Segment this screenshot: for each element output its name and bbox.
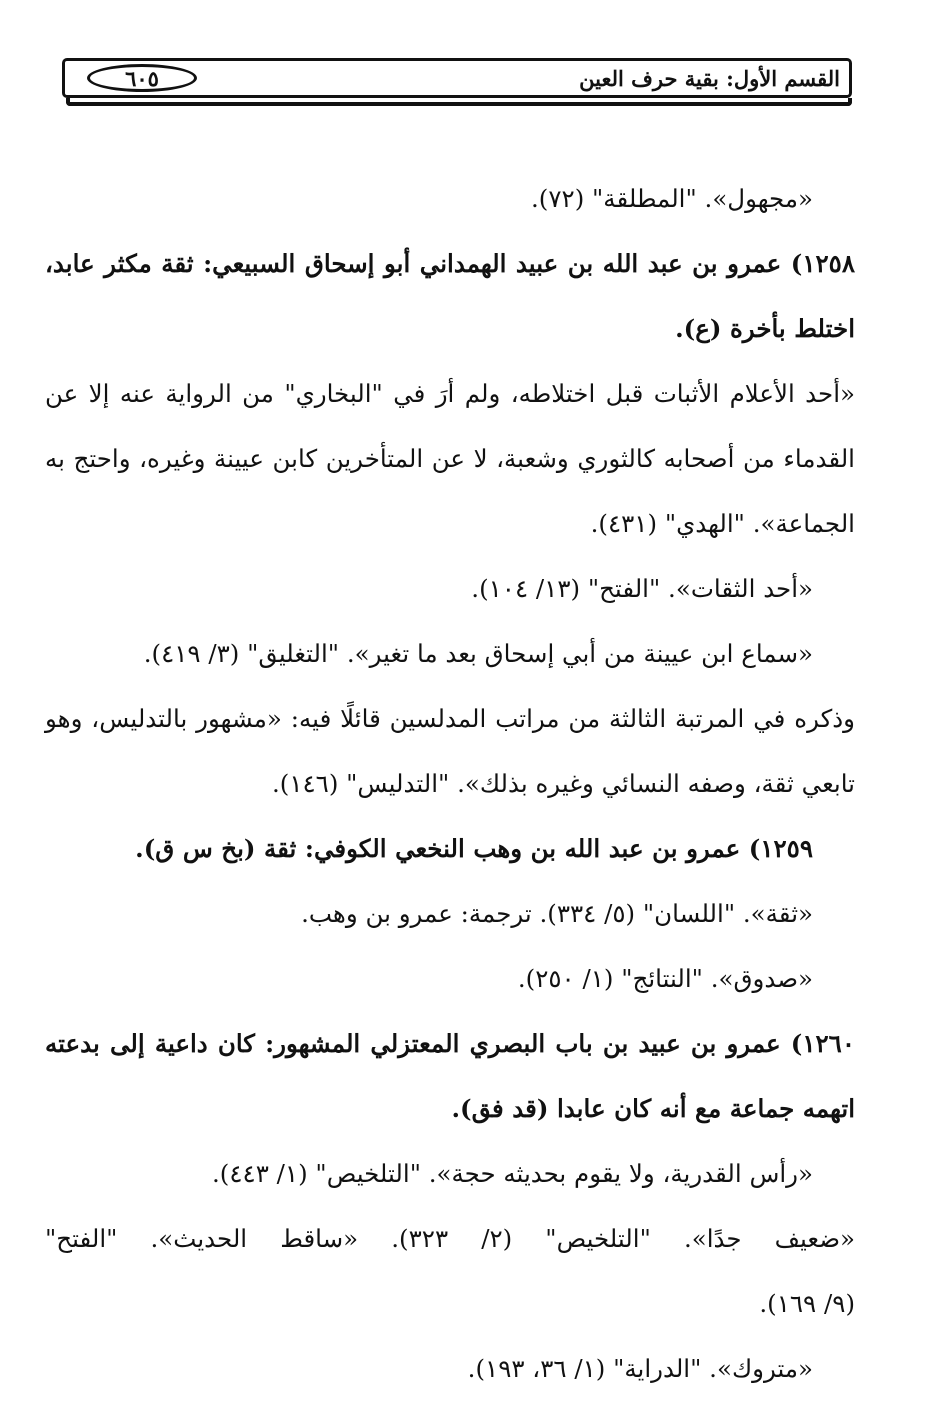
- text-line: «سماع ابن عيينة من أبي إسحاق بعد ما تغير». "التغليق" (٣/ ٤١٩).: [143, 639, 813, 668]
- entry-heading-1260-cont: اتهمه جماعة مع أنه كان عابدا (قد فق).: [451, 1094, 855, 1123]
- text-line: الجماعة». "الهدي" (٤٣١).: [590, 509, 855, 538]
- entry-heading-1258-cont: اختلط بأخرة (ع).: [675, 314, 855, 343]
- header-frame-shadow: [66, 98, 852, 106]
- text-line: «متروك». "الدراية" (١/ ٣٦، ١٩٣).: [467, 1354, 813, 1383]
- text-line: تابعي ثقة، وصفه النسائي وغيره بذلك». "التدليس" (١٤٦).: [271, 769, 855, 798]
- text-line: «رأس القدرية، ولا يقوم بحديثه حجة». "التلخيص" (١/ ٤٤٣).: [212, 1159, 813, 1188]
- text-line: «أحد الأعلام الأثبات قبل اختلاطه، ولم أرَ في "البخاري" من الرواية عنه إلا عن: [45, 379, 855, 408]
- entry-heading-1260: ١٢٦٠) عمرو بن عبيد بن باب البصري المعتزلي المشهور: كان داعية إلى بدعته: [45, 1029, 855, 1058]
- running-header: [62, 58, 852, 110]
- page-number: ٦٠٥: [87, 64, 197, 92]
- text-line: «ضعيف جدًا». "التلخيص" (٢/ ٣٢٣). «ساقط الحديث». "الفتح": [45, 1224, 855, 1253]
- text-line: «ثقة». "اللسان" (٥/ ٣٣٤). ترجمة: عمرو بن وهب.: [301, 899, 813, 928]
- text-line: «أحد الثقات». "الفتح" (١٣/ ١٠٤).: [471, 574, 813, 603]
- text-line: (٩/ ١٦٩).: [759, 1289, 855, 1318]
- page-body: [45, 176, 855, 1411]
- text-line: وذكره في المرتبة الثالثة من مراتب المدلسين قائلًا فيه: «مشهور بالتدليس، وهو: [45, 704, 855, 733]
- text-line: «مجهول». "المطلقة" (٧٢).: [531, 184, 813, 213]
- text-line: «صدوق». "النتائج" (١/ ٢٥٠).: [517, 964, 813, 993]
- entry-heading-1258: ١٢٥٨) عمرو بن عبد الله بن عبيد الهمداني أبو إسحاق السبيعي: ثقة مكثر عابد،: [45, 249, 855, 278]
- running-title: القسم الأول: بقية حرف العين: [579, 66, 840, 91]
- text-line: القدماء من أصحابه كالثوري وشعبة، لا عن المتأخرين كابن عيينة وغيره، واحتج به: [45, 444, 855, 473]
- entry-heading-1259: ١٢٥٩) عمرو بن عبد الله بن وهب النخعي الكوفي: ثقة (بخ س ق).: [135, 834, 813, 863]
